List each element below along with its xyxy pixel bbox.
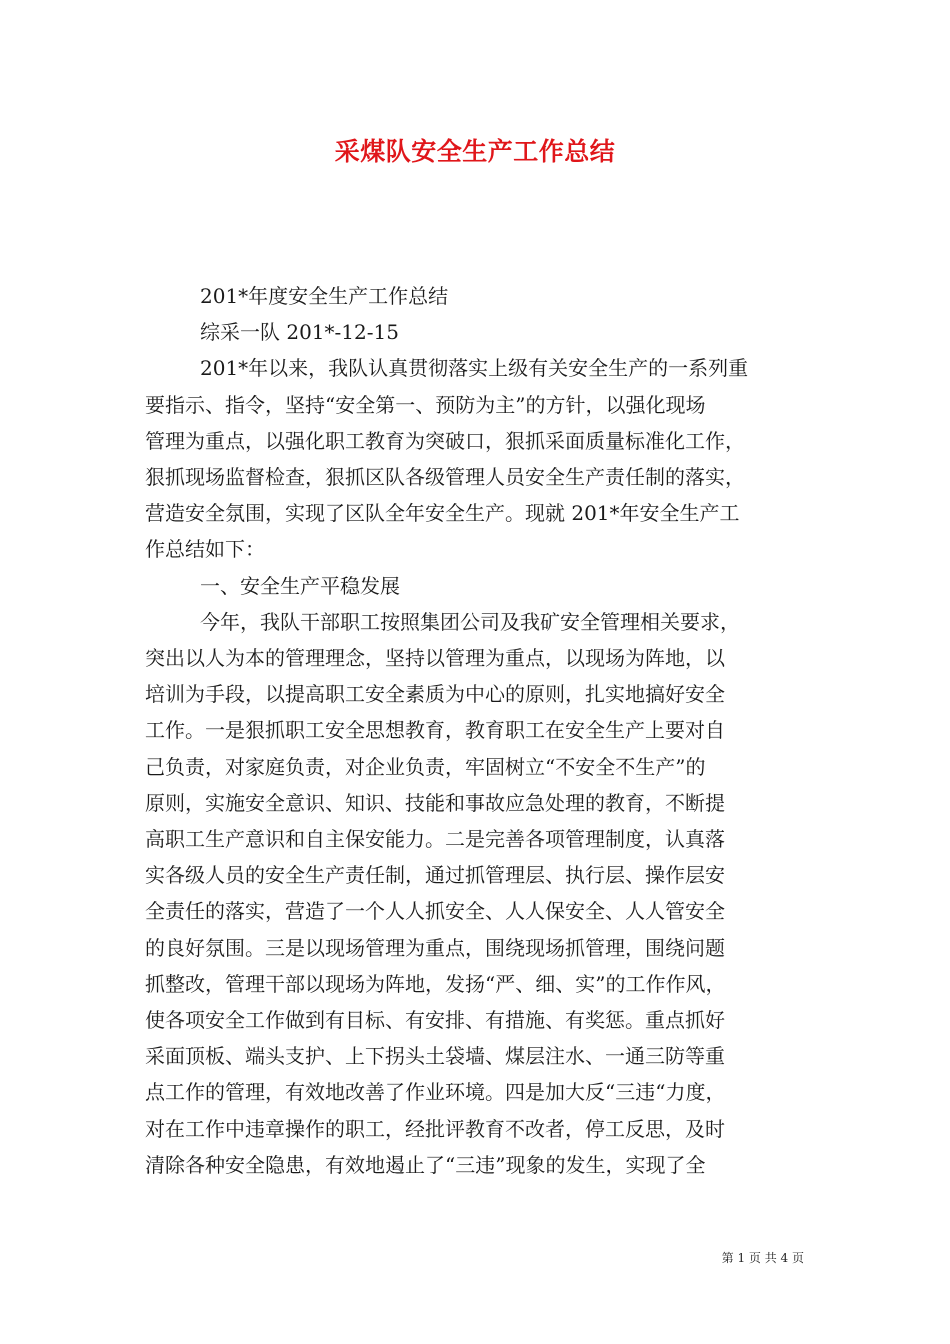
body-line: 点工作的管理，有效地改善了作业环境。四是加大反“三违“力度， [145, 1080, 726, 1105]
body-line: 培训为手段，以提高职工安全素质为中心的原则，扎实地搞好安全 [145, 682, 725, 707]
body-line: 使各项安全工作做到有目标、有安排、有措施、有奖惩。重点抓好 [145, 1008, 725, 1033]
body-line: 201*年度安全生产工作总结 [200, 284, 449, 308]
body-line: 201*年以来，我队认真贯彻落实上级有关安全生产的一系列重 [200, 356, 749, 381]
body-line: 突出以人为本的管理理念，坚持以管理为重点，以现场为阵地，以 [145, 646, 725, 671]
body-line: 作总结如下： [145, 537, 265, 562]
document-title: 采煤队安全生产工作总结 [334, 137, 616, 166]
body-line: 狠抓现场监督检查，狠抓区队各级管理人员安全生产责任制的落实， [145, 465, 745, 490]
body-line: 己负责，对家庭负责，对企业负责，牢固树立“不安全不生产”的 [145, 754, 706, 779]
page-number: 第 1 页 共 4 页 [721, 1251, 804, 1265]
body-line: 全责任的落实，营造了一个人人抓安全、人人保安全、人人管安全 [145, 899, 725, 924]
body-line: 今年，我队干部职工按照集团公司及我矿安全管理相关要求， [200, 609, 740, 634]
body-line: 采面顶板、端头支护、上下拐头土袋墙、煤层注水、一通三防等重 [145, 1044, 725, 1069]
body-line: 实各级人员的安全生产责任制，通过抓管理层、执行层、操作层安 [145, 863, 725, 888]
body-line: 高职工生产意识和自主保安能力。二是完善各项管理制度，认真落 [145, 827, 725, 852]
body-line: 要指示、指令，坚持“安全第一、预防为主”的方针，以强化现场 [145, 392, 706, 417]
section-heading: 一、安全生产平稳发展 [200, 573, 400, 598]
body-line: 原则，实施安全意识、知识、技能和事故应急处理的教育，不断提 [145, 790, 725, 815]
body-line: 管理为重点，以强化职工教育为突破口，狠抓采面质量标准化工作， [145, 428, 745, 453]
body-line: 营造安全氛围，实现了区队全年安全生产。现就 201*年安全生产工 [145, 501, 740, 526]
document-body [145, 278, 805, 1183]
body-line: 对在工作中违章操作的职工，经批评教育不改者，停工反思，及时 [145, 1116, 725, 1141]
body-line: 抓整改，管理干部以现场为阵地，发扬“严、细、实”的工作作风， [145, 971, 726, 996]
body-line: 的良好氛围。三是以现场管理为重点，围绕现场抓管理，围绕问题 [145, 935, 725, 960]
body-line: 工作。一是狠抓职工安全思想教育，教育职工在安全生产上要对自 [145, 718, 725, 743]
body-line: 清除各种安全隐患，有效地遏止了“三违”现象的发生，实现了全 [145, 1152, 706, 1177]
body-line: 综采一队 201*-12-15 [200, 320, 399, 345]
